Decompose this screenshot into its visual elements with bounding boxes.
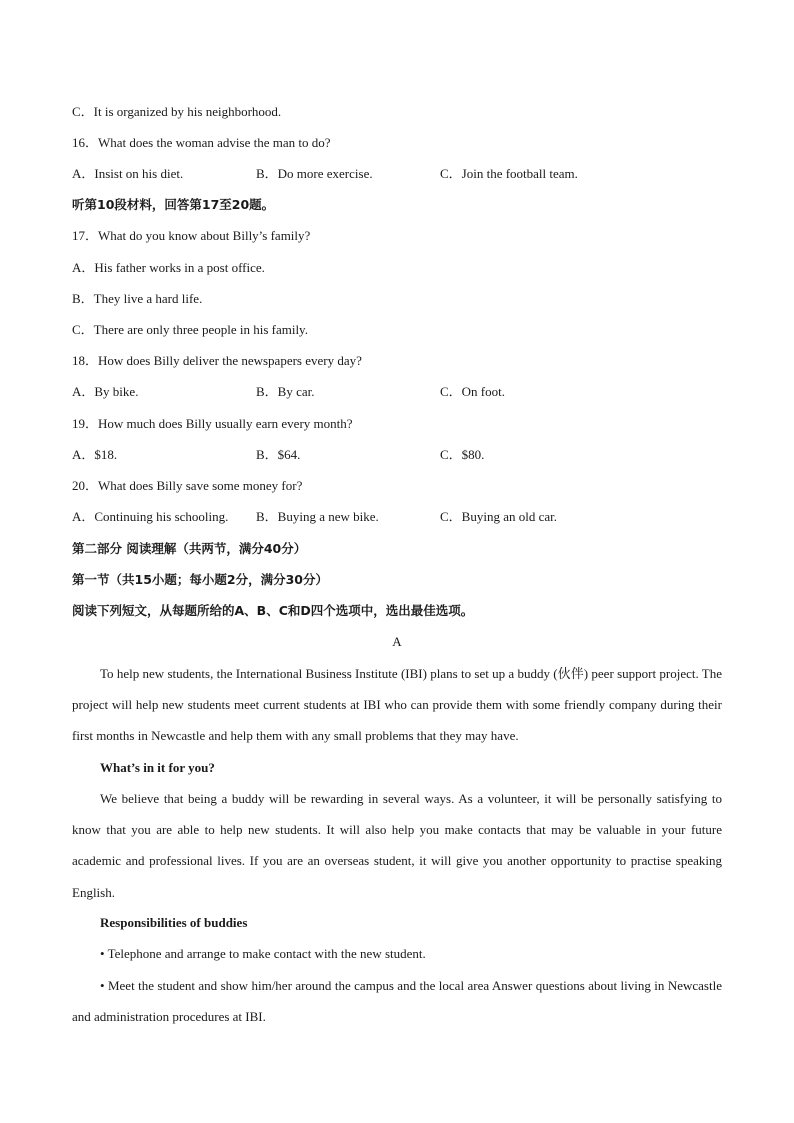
question-18-option-b: B．By car. xyxy=(256,384,315,399)
passage-letter: A xyxy=(392,634,402,649)
passage-paragraph-1: To help new students, the International Business Institute (IBI) plans to set up a buddy (伙伴) peer support project. The project will help new students meet current students at IBI who can provide them with some friendly company during their first months in Newcastle and help them with any small problems that they may have. xyxy=(72,666,722,744)
question-19: 19．How much does Billy usually earn every month? xyxy=(72,416,353,431)
question-20-option-c: C．Buying an old car. xyxy=(440,509,557,524)
question-18-option-c: C．On foot. xyxy=(440,384,506,399)
reading-instructions: 阅读下列短文，从每题所给的A、B、C和D四个选项中，选出最佳选项。 xyxy=(72,603,474,618)
passage-subheading-2: Responsibilities of buddies xyxy=(100,915,248,930)
question-20: 20．What does Billy save some money for? xyxy=(72,478,303,493)
section-10-heading: 听第10段材料，回答第17至20题。 xyxy=(72,197,275,212)
question-20-option-a: A．Continuing his schooling. xyxy=(72,509,229,524)
question-20-option-b: B．Buying a new bike. xyxy=(256,509,379,524)
part-2-heading: 第二部分 阅读理解（共两节，满分40分） xyxy=(72,541,307,556)
question-19-option-c: C．$80. xyxy=(440,447,485,462)
question-19-option-b: B．$64. xyxy=(256,447,301,462)
question-16-option-c: C．Join the football team. xyxy=(440,166,578,181)
question-18-option-a: A．By bike. xyxy=(72,384,139,399)
question-17-option-b: B．They live a hard life. xyxy=(72,291,203,306)
section-1-heading: 第一节（共15小题；每小题2分，满分30分） xyxy=(72,572,328,587)
question-16-option-b: B．Do more exercise. xyxy=(256,166,373,181)
question-17-option-c: C．There are only three people in his family. xyxy=(72,322,308,337)
responsibility-item-2: • Meet the student and show him/her around the campus and the local area Answer questions about living in Newcastle and administration procedures at IBI. xyxy=(72,978,722,1025)
question-16: 16．What does the woman advise the man to do? xyxy=(72,135,331,150)
question-15-option-c: C．It is organized by his neighborhood. xyxy=(72,104,282,119)
question-18: 18．How does Billy deliver the newspapers every day? xyxy=(72,353,362,368)
question-19-option-a: A．$18. xyxy=(72,447,118,462)
passage-subheading-1: What’s in it for you? xyxy=(100,760,215,775)
question-17-option-a: A．His father works in a post office. xyxy=(72,260,265,275)
question-16-option-a: A．Insist on his diet. xyxy=(72,166,184,181)
passage-paragraph-2: We believe that being a buddy will be rewarding in several ways. As a volunteer, it will be personally satisfying to know that you are able to help new students. It will also help you make contacts that may be valuable in your future academic and professional lives. If you are an overseas student, it will give you another opportunity to practise speaking English. xyxy=(72,791,722,900)
responsibility-item-1: • Telephone and arrange to make contact with the new student. xyxy=(100,946,426,961)
question-17: 17．What do you know about Billy’s family? xyxy=(72,228,311,243)
